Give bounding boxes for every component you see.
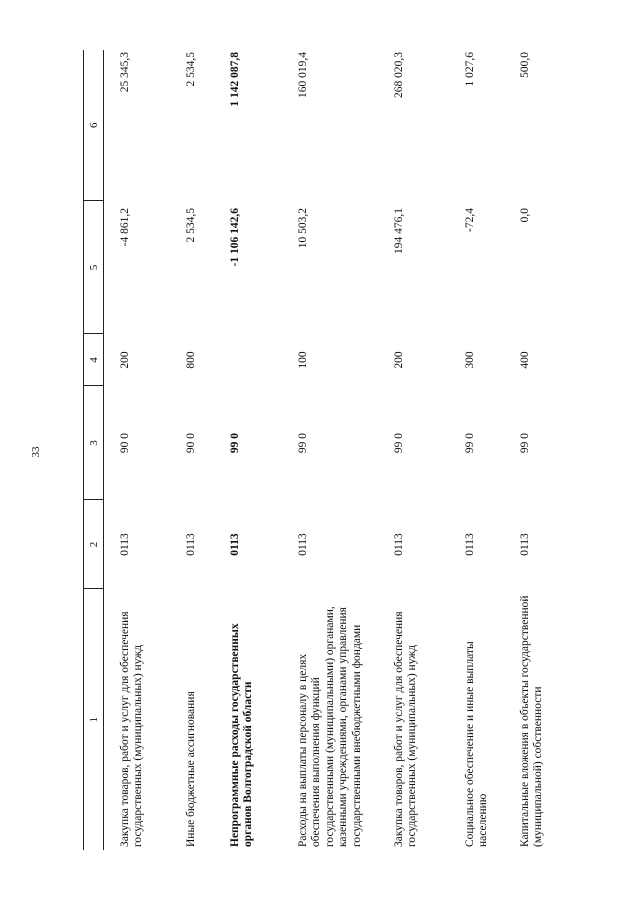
amount-total: 268 020,3 [393, 52, 405, 98]
column-header-3: 3 [84, 386, 104, 500]
amount-total: 500,0 [519, 52, 531, 78]
program-code: 99 0 [297, 432, 309, 454]
expense-type-code: 100 [297, 351, 309, 369]
expense-type-code: 300 [464, 351, 476, 369]
amount-total: 160 019,4 [297, 52, 309, 98]
table-row [104, 50, 171, 850]
column-number-row [84, 50, 104, 850]
program-code: 99 0 [464, 432, 476, 454]
amount-total: 1 027,6 [464, 52, 476, 87]
expense-type-code [214, 334, 282, 386]
section-code: 0113 [393, 533, 405, 556]
section-code: 0113 [519, 533, 531, 556]
budget-table-rotated [83, 50, 613, 850]
amount-total: 1 142 087,8 [229, 52, 241, 107]
table-row [282, 50, 378, 850]
amount-change: 2 534,5 [185, 208, 197, 243]
table-row [504, 50, 575, 850]
amount-change: -4 861,2 [119, 208, 131, 247]
program-code: 99 0 [393, 432, 405, 454]
expense-name: Закупка товаров, работ и услуг для обеспечения государственных (муниципальных) нужд [119, 611, 145, 847]
table-row [449, 50, 504, 850]
section-code: 0113 [297, 533, 309, 556]
expense-type-code: 800 [185, 351, 197, 369]
expense-name: Капитальные вложения в объекты государственной (муниципальной) собственности [519, 595, 545, 847]
column-header-4: 4 [84, 334, 104, 386]
column-header-1: 1 [84, 589, 104, 850]
amount-change: -1 106 142,6 [229, 208, 241, 267]
section-code: 0113 [119, 533, 131, 556]
expense-name: Социальное обеспечение и иные выплаты населению [464, 641, 490, 847]
section-code: 0113 [464, 533, 476, 556]
program-code: 90 0 [185, 432, 197, 454]
program-code: 99 0 [519, 432, 531, 454]
table-row [378, 50, 449, 850]
table-row [170, 50, 214, 850]
program-code: 90 0 [119, 432, 131, 454]
amount-total: 2 534,5 [185, 52, 197, 87]
section-code: 0113 [229, 533, 241, 556]
amount-change: 194 476,1 [393, 208, 405, 254]
table-row-bold [214, 50, 282, 850]
amount-change: 10 503,2 [297, 208, 309, 249]
amount-change: -72,4 [464, 208, 476, 232]
column-header-2: 2 [84, 500, 104, 589]
expense-name: Иные бюджетные ассигнования [185, 691, 197, 847]
column-header-5: 5 [84, 201, 104, 334]
expense-type-code: 200 [393, 351, 405, 369]
column-header-6: 6 [84, 50, 104, 201]
expense-name: Закупка товаров, работ и услуг для обеспечения государственных (муниципальных) нужд [393, 611, 419, 847]
expense-name: Расходы на выплаты персоналу в целях обеспечения выполнения функций государственными (муниципальными) органами, казенными учреждениями, органами управления государственными внебюджетными фондами [297, 606, 363, 847]
section-code: 0113 [185, 533, 197, 556]
page-number: 33 [30, 446, 42, 458]
amount-change: 0,0 [519, 208, 531, 223]
expense-type-code: 200 [119, 351, 131, 369]
expense-type-code: 400 [519, 351, 531, 369]
amount-total: 25 345,3 [119, 52, 131, 93]
budget-table [83, 50, 575, 850]
program-code: 99 0 [229, 432, 241, 454]
expense-name: Непрограммные расходы государственных органов Волгоградской области [229, 623, 255, 847]
